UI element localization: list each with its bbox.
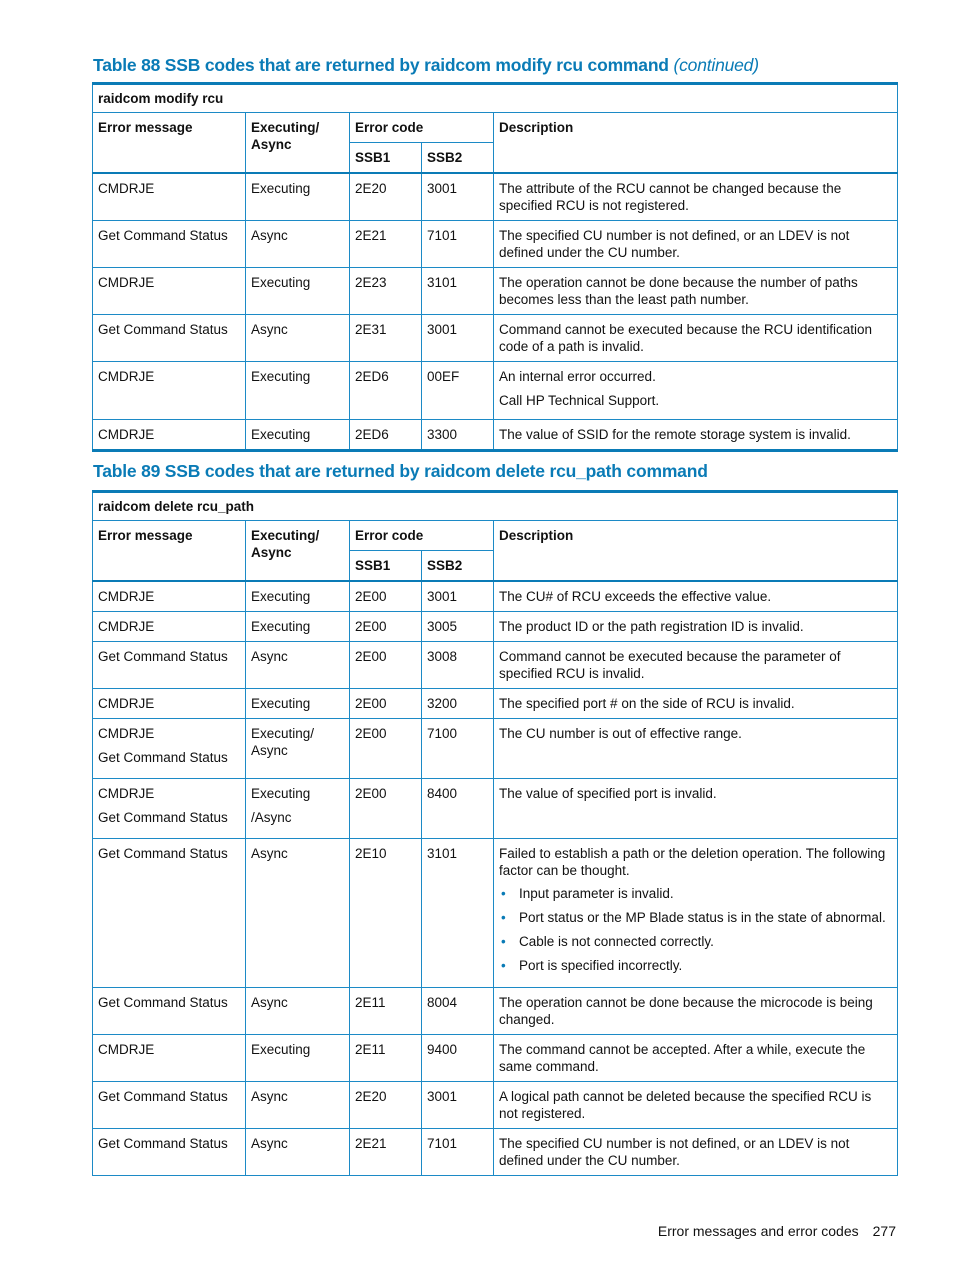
table-row: Get Command Status Async 2E00 3008 Command cannot be executed because the parameter of specified RCU is invalid. [93,642,898,689]
header-executing-async: Executing/ Async [246,113,350,174]
factor-list [499,885,892,974]
header-executing-async: Executing/ Async [246,521,350,582]
header-ssb2: SSB2 [422,551,494,582]
executing-cell: Executing /Async [246,779,350,839]
table-row: CMDRJE Executing 2E20 3001 The attribute of the RCU cannot be changed because the specified RCU is not registered. [93,173,898,221]
table-row: Get Command Status Async 2E20 3001 A logical path cannot be deleted because the specified RCU is not registered. [93,1082,898,1129]
list-item: • Port is specified incorrectly. [519,957,892,974]
list-item: • Cable is not connected correctly. [519,933,892,950]
table-row: CMDRJE Executing 2ED6 00EF An internal error occurred. Call HP Technical Support. [93,362,898,420]
page-footer [658,1223,896,1239]
description-cell: An internal error occurred. Call HP Technical Support. [494,362,898,420]
table-row: Get Command Status Async 2E10 3101 Failed to establish a path or the deletion operation. The following factor can be thought. • Input parameter is invalid. • Port status or the MP Blade status is in the state of abnormal. • Cable is not connected correctly. • Port is specified incorrectly. [93,839,898,988]
command-row [93,84,898,113]
page-number: 277 [872,1223,896,1239]
error-message-cell: CMDRJE Get Command Status [93,779,246,839]
table-row: Get Command Status Async 2E21 7101 The specified CU number is not defined, or an LDEV is not defined under the CU number. [93,221,898,268]
footer-section: Error messages and error codes [657,1223,859,1239]
description-cell: Failed to establish a path or the deletion operation. The following factor can be thought. • Input parameter is invalid. • Port status or the MP Blade status is in the state of abnormal. • Cable is not connected correctly. • Port is specified incorrectly. [494,839,898,988]
table-89-body [93,492,898,1176]
table-row: CMDRJE Executing 2E00 3005 The product ID or the path registration ID is invalid. [93,612,898,642]
header-ssb2: SSB2 [422,143,494,174]
table-88-title: Table 88 SSB codes that are returned by raidcom modify rcu command (continued) [93,55,759,75]
table-88 [92,82,898,452]
command-name: raidcom delete rcu_path [93,492,898,521]
header-ssb1: SSB1 [350,143,422,174]
table-89 [92,490,898,1176]
table-row: Get Command Status Async 2E11 8004 The operation cannot be done because the microcode is being changed. [93,988,898,1035]
table-89-title: Table 89 SSB codes that are returned by raidcom delete rcu_path command [93,461,708,481]
table-row: CMDRJE Executing 2E23 3101 The operation cannot be done because the number of paths becomes less than the least path number. [93,268,898,315]
executing-cell: Executing/ Async [246,719,350,779]
header-ssb1: SSB1 [350,551,422,582]
continued-label: (continued) [673,55,759,75]
header-error-code: Error code [350,521,494,551]
table-row: CMDRJE Get Command Status Executing /Async 2E00 8400 The value of specified port is invalid. [93,779,898,839]
header-description: Description [494,521,898,582]
table-row: Get Command Status Async 2E31 3001 Command cannot be executed because the RCU identification code of a path is invalid. [93,315,898,362]
table-88-body [93,84,898,451]
header-row [93,521,898,551]
list-item: • Port status or the MP Blade status is in the state of abnormal. [519,909,892,926]
header-description: Description [494,113,898,174]
table-row: CMDRJE Executing 2E11 9400 The command cannot be accepted. After a while, execute the same command. [93,1035,898,1082]
table-row: CMDRJE Executing 2E00 3200 The specified port # on the side of RCU is invalid. [93,689,898,719]
table-row: CMDRJE Executing 2E00 3001 The CU# of RCU exceeds the effective value. [93,581,898,612]
list-item: • Input parameter is invalid. [519,885,892,902]
header-error-code: Error code [350,113,494,143]
header-error-message: Error message [93,113,246,174]
command-name: raidcom modify rcu [93,84,898,113]
table-row: Get Command Status Async 2E21 7101 The specified CU number is not defined, or an LDEV is not defined under the CU number. [93,1129,898,1176]
table-row: CMDRJE Executing 2ED6 3300 The value of SSID for the remote storage system is invalid. [93,420,898,451]
header-row [93,113,898,143]
header-error-message: Error message [93,521,246,582]
error-message-cell: CMDRJE Get Command Status [93,719,246,779]
table-row: CMDRJE Get Command Status Executing/ Async 2E00 7100 The CU number is out of effective range. [93,719,898,779]
command-row [93,492,898,521]
